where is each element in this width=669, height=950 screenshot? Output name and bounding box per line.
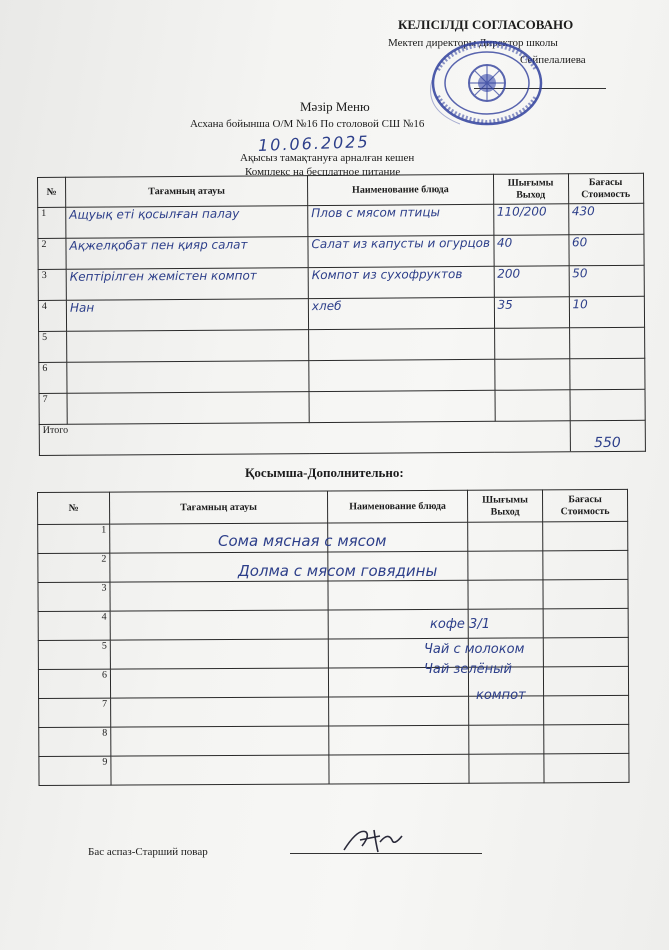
extra-section-title: Қосымша-Дополнительно: <box>245 465 404 480</box>
table-row: 1 <box>38 521 628 553</box>
header-name-ru: Наименование блюда <box>327 490 467 523</box>
table-row: 2 <box>38 550 628 582</box>
approval-name: Сейпелалиева <box>520 54 586 66</box>
table-row: 7 <box>39 695 629 727</box>
official-stamp-icon <box>430 40 544 126</box>
complex-title-kz: Ақысыз тамақтануға арналған кешен <box>240 152 415 164</box>
dish-name-ru: хлеб <box>308 297 494 329</box>
dish-output: 200 <box>494 266 569 298</box>
approval-title: КЕЛІСІЛДІ СОГЛАСОВАНО <box>398 17 574 32</box>
header-price: Бағасы Стоимость <box>568 173 643 204</box>
dish-name-ru: Компот из сухофруктов <box>308 266 494 298</box>
table-row: 3 Кептірілген жемістен компот Компот из сухофруктов 200 50 <box>38 265 644 300</box>
table-row: 6 <box>38 666 628 698</box>
main-menu-table <box>37 173 645 456</box>
header-output: Шығымы Выход <box>493 174 568 205</box>
extra-dish-5: Чай зелёный <box>424 662 512 677</box>
table-row: 9 <box>39 753 629 785</box>
dish-price: 60 <box>568 234 643 266</box>
dish-name-kz: Ащуық еті қосылған палау <box>66 206 308 239</box>
dish-output: 35 <box>494 297 569 329</box>
dish-name-kz: Кептірілген жемістен компот <box>66 268 308 301</box>
dish-name-ru: Салат из капусты и огурцов <box>308 235 494 267</box>
total-value: 550 <box>570 420 645 452</box>
header-name-ru: Наименование блюда <box>307 174 493 205</box>
extra-dish-1: Сома мясная с мясом <box>218 532 387 550</box>
header-num: № <box>38 177 66 207</box>
extra-dish-2: Долма с мясом говядины <box>238 562 438 580</box>
chef-label: Бас аспаз-Старший повар <box>88 846 208 858</box>
dish-price: 430 <box>568 203 643 235</box>
dish-name-kz: Ақжелқобат пен қияр салат <box>66 237 308 270</box>
table-row: 1 Ащуық еті қосылған палау Плов с мясом птицы 110/200 430 <box>38 203 644 238</box>
canteen-line: Асхана бойынша О/М №16 По столовой СШ №16 <box>190 118 425 130</box>
extra-dish-4: Чай с молоком <box>424 642 525 657</box>
handwritten-date: 10.06.2025 <box>257 132 370 155</box>
table-row: 5 <box>38 637 628 669</box>
total-label: Итого <box>39 421 570 456</box>
dish-price: 10 <box>569 296 644 328</box>
dish-price: 50 <box>569 265 644 297</box>
table-row: 8 <box>39 724 629 756</box>
table-row: 4 <box>38 608 628 640</box>
table-row: 3 <box>38 579 628 611</box>
dish-name-kz: Нан <box>66 299 308 332</box>
table-row: 7 <box>39 389 645 424</box>
extra-dish-3: кофе 3/1 <box>430 617 490 632</box>
table-row: 5 <box>39 327 645 362</box>
menu-title: Мәзір Меню <box>300 99 370 114</box>
total-row <box>39 420 645 455</box>
header-output: Шығымы Выход <box>467 490 542 522</box>
table-row: 4 Нан хлеб 35 10 <box>38 296 644 331</box>
dish-name-ru: Плов с мясом птицы <box>308 204 494 236</box>
table-row: 6 <box>39 358 645 393</box>
table-row: 2 Ақжелқобат пен қияр салат Салат из капусты и огурцов 40 60 <box>38 234 644 269</box>
extra-dish-6: компот <box>476 688 526 703</box>
dish-output: 110/200 <box>493 204 568 236</box>
dish-output: 40 <box>493 235 568 267</box>
chef-signature-icon <box>340 822 410 858</box>
header-name-kz: Тағамның атауы <box>110 491 328 524</box>
approval-position: Мектеп директоры Директор школы <box>388 37 558 49</box>
header-name-kz: Тағамның атауы <box>66 176 308 208</box>
header-num: № <box>38 492 110 524</box>
header-price: Бағасы Стоимость <box>542 489 627 521</box>
complex-title-ru: Комплекс на бесплатное питание <box>245 166 401 178</box>
